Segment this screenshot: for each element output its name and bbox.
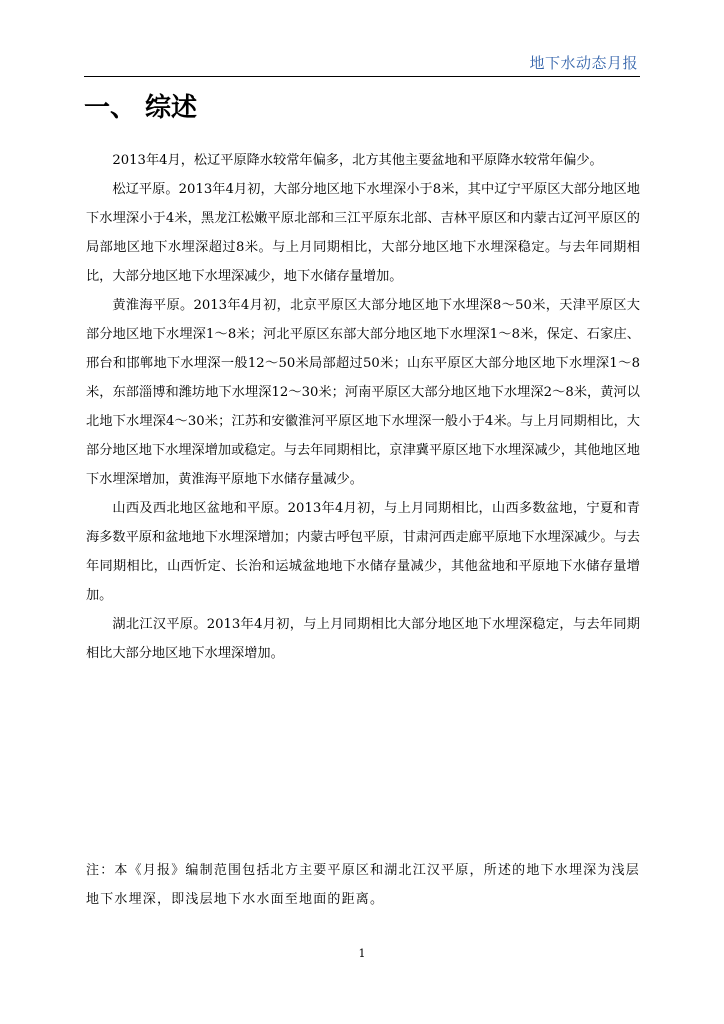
section-heading: 一、 综述 — [84, 93, 198, 123]
footnote: 注：本《月报》编制范围包括北方主要平原区和湖北江汉平原，所述的地下水埋深为浅层地下水埋深，即浅层地下水水面至地面的距离。 — [86, 863, 640, 907]
header-title: 地下水动态月报 — [529, 54, 638, 72]
page-number: 1 — [358, 947, 366, 960]
paragraph-songliao: 松辽平原。2013年4月初，大部分地区地下水埋深小于8米，其中辽宁平原区大部分地区地下水埋深小于4米，黑龙江松嫩平原北部和三江平原东北部、吉林平原区和内蒙古辽河平原区的局部地区地下水埋深超过8米。与上月同期相比，大部分地区地下水埋深稳定。与去年同期相比，大部分地区地下水埋深减少，地下水储存量增加。 — [86, 182, 640, 284]
header-divider — [84, 76, 640, 77]
paragraph-jianghan: 湖北江汉平原。2013年4月初，与上月同期相比大部分地区地下水埋深稳定，与去年同期相比大部分地区地下水埋深增加。 — [86, 617, 640, 661]
paragraph-huanghuaihai: 黄淮海平原。2013年4月初，北京平原区大部分地区地下水埋深8～50米，天津平原区大部分地区地下水埋深1～8米；河北平原区东部大部分地区地下水埋深1～8米，保定、石家庄、邢台和邯郸地下水埋深一般12～50米局部超过50米；山东平原区大部分地区地下水埋深1～8米，东部淄博和潍坊地下水埋深12～30米；河南平原区大部分地区地下水埋深2～8米，黄河以北地下水埋深4～30米；江苏和安徽淮河平原区地下水埋深一般小于4米。与上月同期相比，大部分地区地下水埋深增加或稳定。与去年同期相比，京津冀平原区地下水埋深减少，其他地区地下水埋深增加，黄淮海平原地下水储存量减少。 — [86, 298, 640, 487]
paragraph-shanxi-northwest: 山西及西北地区盆地和平原。2013年4月初，与上月同期相比，山西多数盆地，宁夏和青海多数平原和盆地地下水埋深增加；内蒙古呼包平原，甘肃河西走廊平原地下水埋深减少。与去年同期相比，山西忻定、长治和运城盆地地下水储存量减少，其他盆地和平原地下水储存量增加。 — [86, 501, 640, 603]
paragraph-summary: 2013年4月，松辽平原降水较常年偏多，北方其他主要盆地和平原降水较常年偏少。 — [112, 153, 603, 168]
body-text — [86, 146, 640, 668]
